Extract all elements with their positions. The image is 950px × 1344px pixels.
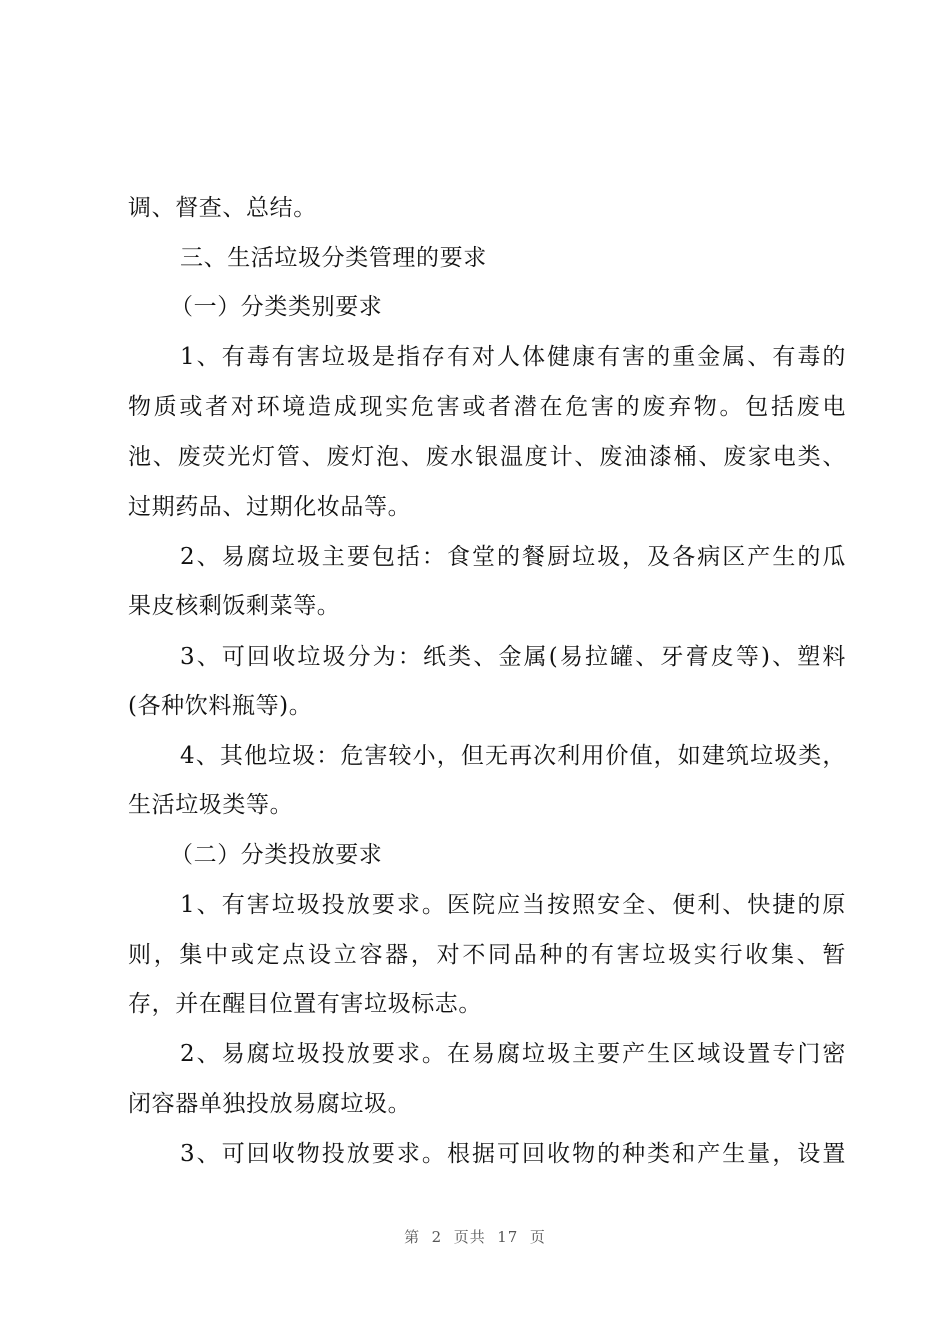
paragraph-line: 闭容器单独投放易腐垃圾。 bbox=[128, 1091, 412, 1117]
subsection-heading: （一）分类类别要求 bbox=[170, 294, 383, 320]
paragraph-line: 1、有毒有害垃圾是指存有对人体健康有害的重金属、有毒的 bbox=[180, 344, 846, 370]
paragraph-line: 3、可回收垃圾分为：纸类、金属(易拉罐、牙膏皮等)、塑料 bbox=[180, 644, 846, 670]
paragraph-line: 物质或者对环境造成现实危害或者潜在危害的废弃物。包括废电 bbox=[128, 394, 846, 420]
paragraph-line: 2、易腐垃圾投放要求。在易腐垃圾主要产生区域设置专门密 bbox=[180, 1041, 846, 1067]
paragraph-line: 3、可回收物投放要求。根据可回收物的种类和产生量，设置 bbox=[180, 1141, 846, 1167]
paragraph-line: 1、有害垃圾投放要求。医院应当按照安全、便利、快捷的原 bbox=[180, 892, 846, 918]
paragraph-line: (各种饮料瓶等)。 bbox=[128, 693, 313, 719]
paragraph-line: 调、督查、总结。 bbox=[128, 195, 317, 221]
page-footer: 第 2 页共 17 页 bbox=[404, 1228, 546, 1246]
paragraph-line: 果皮核剩饭剩菜等。 bbox=[128, 593, 341, 619]
paragraph-line: 2、易腐垃圾主要包括：食堂的餐厨垃圾，及各病区产生的瓜 bbox=[180, 544, 846, 570]
paragraph-line: 生活垃圾类等。 bbox=[128, 792, 294, 818]
paragraph-line: 池、废荧光灯管、废灯泡、废水银温度计、废油漆桶、废家电类、 bbox=[128, 444, 846, 470]
paragraph-line: 存，并在醒目位置有害垃圾标志。 bbox=[128, 991, 482, 1017]
subsection-heading: （二）分类投放要求 bbox=[170, 842, 383, 868]
section-heading: 三、生活垃圾分类管理的要求 bbox=[180, 245, 487, 271]
paragraph-line: 则，集中或定点设立容器，对不同品种的有害垃圾实行收集、暂 bbox=[128, 942, 846, 968]
paragraph-line: 4、其他垃圾：危害较小，但无再次利用价值，如建筑垃圾类， bbox=[180, 743, 846, 769]
paragraph-line: 过期药品、过期化妆品等。 bbox=[128, 494, 412, 520]
